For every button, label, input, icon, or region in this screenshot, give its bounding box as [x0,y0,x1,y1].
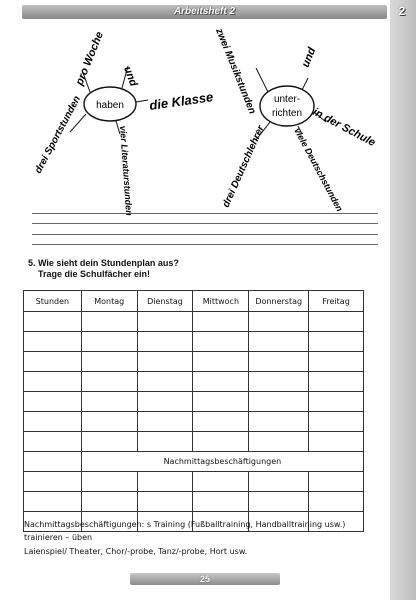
table-cell[interactable] [249,412,309,432]
page-number: 25 [199,574,210,584]
table-cell[interactable] [137,492,193,512]
table-cell[interactable] [249,352,309,372]
table-row [24,312,364,332]
table-row [24,372,364,392]
table-cell[interactable] [81,312,137,332]
table-cell[interactable] [193,352,249,372]
table-cell[interactable] [24,472,82,492]
mindmap-center-left: haben [96,100,124,111]
mindmap-word: und [121,64,140,88]
table-cell[interactable] [193,472,249,492]
mindmap-word: pro Woche [73,30,106,88]
table-row [24,392,364,412]
afternoon-section-row [24,452,364,472]
table-cell[interactable] [193,492,249,512]
table-cell[interactable] [81,432,137,452]
table-cell[interactable] [309,312,364,332]
table-cell[interactable] [24,432,82,452]
table-cell[interactable] [309,332,364,352]
table-cell[interactable] [309,432,364,452]
table-cell[interactable] [137,372,193,392]
table-cell[interactable] [309,352,364,372]
header-bar [22,5,387,19]
table-cell[interactable] [81,372,137,392]
table-cell[interactable] [81,472,137,492]
table-cell[interactable] [24,412,82,432]
table-cell[interactable] [193,372,249,392]
task-number: 5. [28,258,36,268]
table-cell[interactable] [137,312,193,332]
table-row [24,492,364,512]
word-mindmap [24,22,384,217]
mindmap-center-ellipse-right [260,86,314,126]
writing-line[interactable] [32,244,378,245]
table-cell[interactable] [81,492,137,512]
mindmap-word: drei Deutschlehrer [220,124,267,210]
table-cell[interactable] [309,492,364,512]
table-cell[interactable] [24,332,82,352]
task-question: Wie sieht dein Stundenplan aus? [38,258,179,268]
column-header: Montag [81,291,137,312]
page-number-bar [130,573,280,585]
table-cell[interactable] [24,452,82,472]
mindmap-word: die Klasse [148,89,215,113]
table-cell[interactable] [24,352,82,372]
mindmap-word: drei Sportstunden [32,94,84,176]
table-cell[interactable] [137,352,193,372]
table-cell[interactable] [249,492,309,512]
table-row [24,432,364,452]
table-cell[interactable] [249,432,309,452]
chapter-number: 2 [398,4,406,18]
mindmap-word: vier Literaturstunden [118,125,135,216]
table-cell[interactable] [309,372,364,392]
table-row [24,352,364,372]
table-cell[interactable] [193,432,249,452]
writing-line[interactable] [32,234,378,235]
table-cell[interactable] [24,312,82,332]
table-row [24,412,364,432]
header-title: Arbeitsheft 2 [173,6,236,17]
column-header: Stunden [24,291,82,312]
table-cell[interactable] [24,492,82,512]
table-cell[interactable] [249,392,309,412]
table-cell[interactable] [137,332,193,352]
table-cell[interactable] [193,412,249,432]
writing-line[interactable] [32,223,378,224]
column-header: Mittwoch [193,291,249,312]
footnote-line-3: Laienspiel/ Theater, Chor/-probe, Tanz/-probe, Hort usw. [24,547,248,556]
mindmap-center-right-1: unter- [273,94,301,105]
mindmap-word: viele Deutschstunden [292,126,345,214]
table-cell[interactable] [193,332,249,352]
table-row [24,332,364,352]
writing-line[interactable] [32,213,378,214]
table-cell[interactable] [81,392,137,412]
table-cell[interactable] [249,312,309,332]
chapter-side-tab [390,0,416,600]
table-cell[interactable] [137,472,193,492]
table-cell[interactable] [81,332,137,352]
mindmap-word: in der Schule [310,106,378,150]
table-cell[interactable] [309,412,364,432]
table-cell[interactable] [309,472,364,492]
timetable [23,290,364,532]
table-cell[interactable] [309,392,364,412]
table-cell[interactable] [137,392,193,412]
afternoon-activities-label: Nachmittagsbeschäftigungen [81,452,363,472]
table-cell[interactable] [24,392,82,412]
mindmap-center-right-2: richten [271,108,303,119]
table-row [24,472,364,492]
table-cell[interactable] [249,472,309,492]
mindmap-word: und [299,45,319,70]
column-header: Dienstag [137,291,193,312]
table-cell[interactable] [24,372,82,392]
table-cell[interactable] [249,332,309,352]
column-header: Donnerstag [249,291,309,312]
table-cell[interactable] [137,432,193,452]
table-cell[interactable] [137,412,193,432]
timetable-header-row [24,291,364,312]
task-instruction: Trage die Schulfächer ein! [38,269,151,279]
mindmap-word: zwei Musikstunden [213,27,258,116]
table-cell[interactable] [193,392,249,412]
footnote-line-2: trainieren – üben [24,533,93,542]
table-cell[interactable] [249,372,309,392]
table-cell[interactable] [81,352,137,372]
footnote-line-1: Nachmittagsbeschäftigungen: s Training (Fußballtraining, Handballtraining usw.) [24,520,346,529]
table-cell[interactable] [81,412,137,432]
column-header: Freitag [309,291,364,312]
table-cell[interactable] [193,312,249,332]
